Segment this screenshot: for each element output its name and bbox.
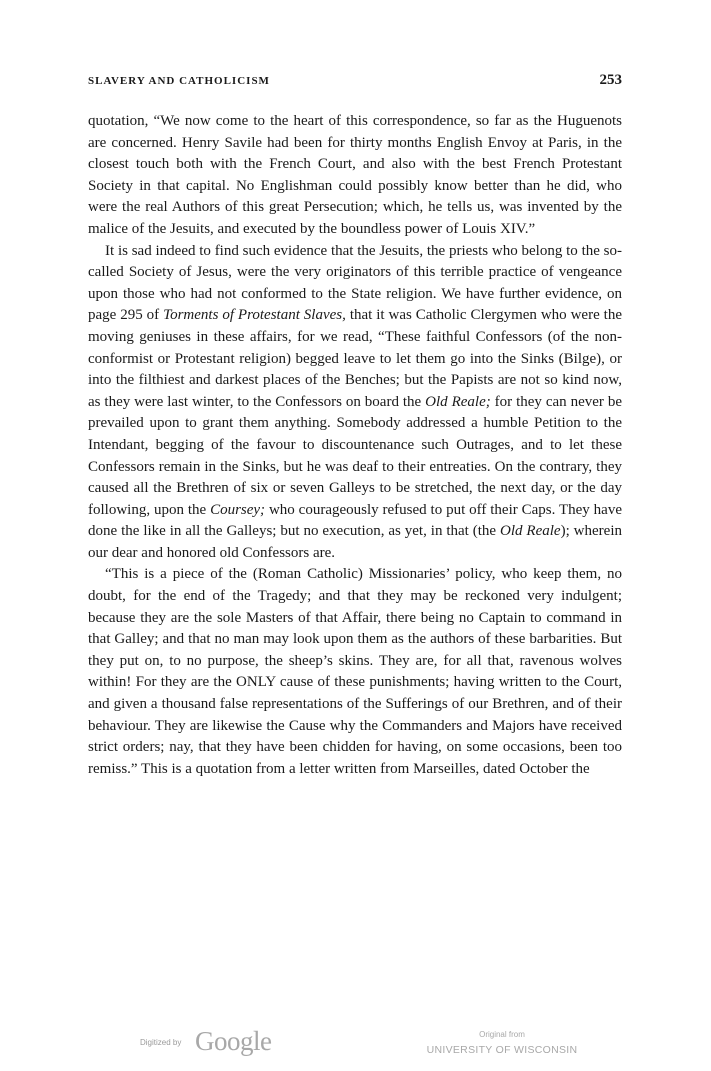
paragraph xyxy=(88,111,622,241)
text-run: quotation, “We now come to the heart of this correspondence, so far as the Huguenots are concerned. Henry Savile had been for thirty months English Envoy at Paris, in the closest touch both with the French Court, and also with the best French Protestant Society in that capital. No Englishman could possibly know better than he did, who were the real Authors of this great Persecution; which, he tells us, was invented by the malice of the Jesuits, and executed by the boundless power of Louis XIV.” xyxy=(88,113,622,237)
original-from-label: Original from xyxy=(479,1030,525,1039)
italic-text: Old Reale; xyxy=(425,393,491,410)
italic-text: Torments of Protestant Slaves, xyxy=(163,307,346,324)
digitized-by-label: Digitized by xyxy=(140,1038,182,1047)
text-run: who courageously refused to put off their Caps. They have done the like in all the Galleys; but no execution, as yet, in that (the xyxy=(88,501,623,540)
italic-text: Coursey; xyxy=(210,501,266,518)
page-number: 253 xyxy=(599,72,622,88)
book-page xyxy=(88,72,622,780)
text-run: ); wherein our dear and honored old Confessors are. xyxy=(88,523,622,561)
italic-text: Old Reale xyxy=(500,523,561,540)
text-run: It is sad indeed to find such evidence that the Jesuits, the priests who belong to the so-called Society of Jesus, were the very originators of this terrible practice of vengeance upon those who had not conformed to the State religion. We have further evidence, on page 295 of xyxy=(88,242,622,324)
text-run: for they can never be prevailed upon to grant them anything. Somebody addressed a humble Petition to the Intendant, begging of the favour to discountenance such Outrages, and to let these Confessors remain in the Sinks, but he was deaf to their entreaties. On the contrary, they caused all the Brethren of six or seven Galleys to be stretched, the next day, or the day following, upon the xyxy=(88,393,622,518)
running-title: SLAVERY AND CATHOLICISM xyxy=(88,75,270,87)
body-text xyxy=(88,111,622,780)
text-run: “This is a piece of the (Roman Catholic) Missionaries’ policy, who keep them, no doubt, for the end of the Tragedy; and that they may be reckoned very indulgent; because they are the sole Masters of that Affair, there being no Captain to command in that Galley; and that no man may look upon them as the authors of these barbarities. But they put on, to no purpose, the sheep’s skins. They are, for all that, ravenous wolves within! For they are the ONLY cause of these punishments; having written to the Court, and given a thousand false representations of the Sufferings of our Brethren, and of their behaviour. They are likewise the Cause why the Commanders and Majors have received strict orders; nay, that they have been chidden for having, on some occasions, been too remiss.” This is a quotation from a letter written from Marseilles, dated October the xyxy=(88,566,622,777)
text-run: that it was Catholic Clergymen who were the moving geniuses in these affairs, for we read, “These faithful Confessors (of the non-conformist or Protestant religion) begged leave to let them go into the Sinks (Bilge), or into the filthiest and darkest places of the Benches; but the Papists are not so kind now, as they were last winter, to the Confessors on board the xyxy=(88,307,622,410)
running-head xyxy=(88,72,622,89)
paragraph xyxy=(88,564,622,780)
university-label: UNIVERSITY OF WISCONSIN xyxy=(426,1044,578,1056)
paragraph xyxy=(88,241,622,565)
google-logo: Google xyxy=(195,1026,272,1056)
scan-footer xyxy=(0,1024,711,1064)
